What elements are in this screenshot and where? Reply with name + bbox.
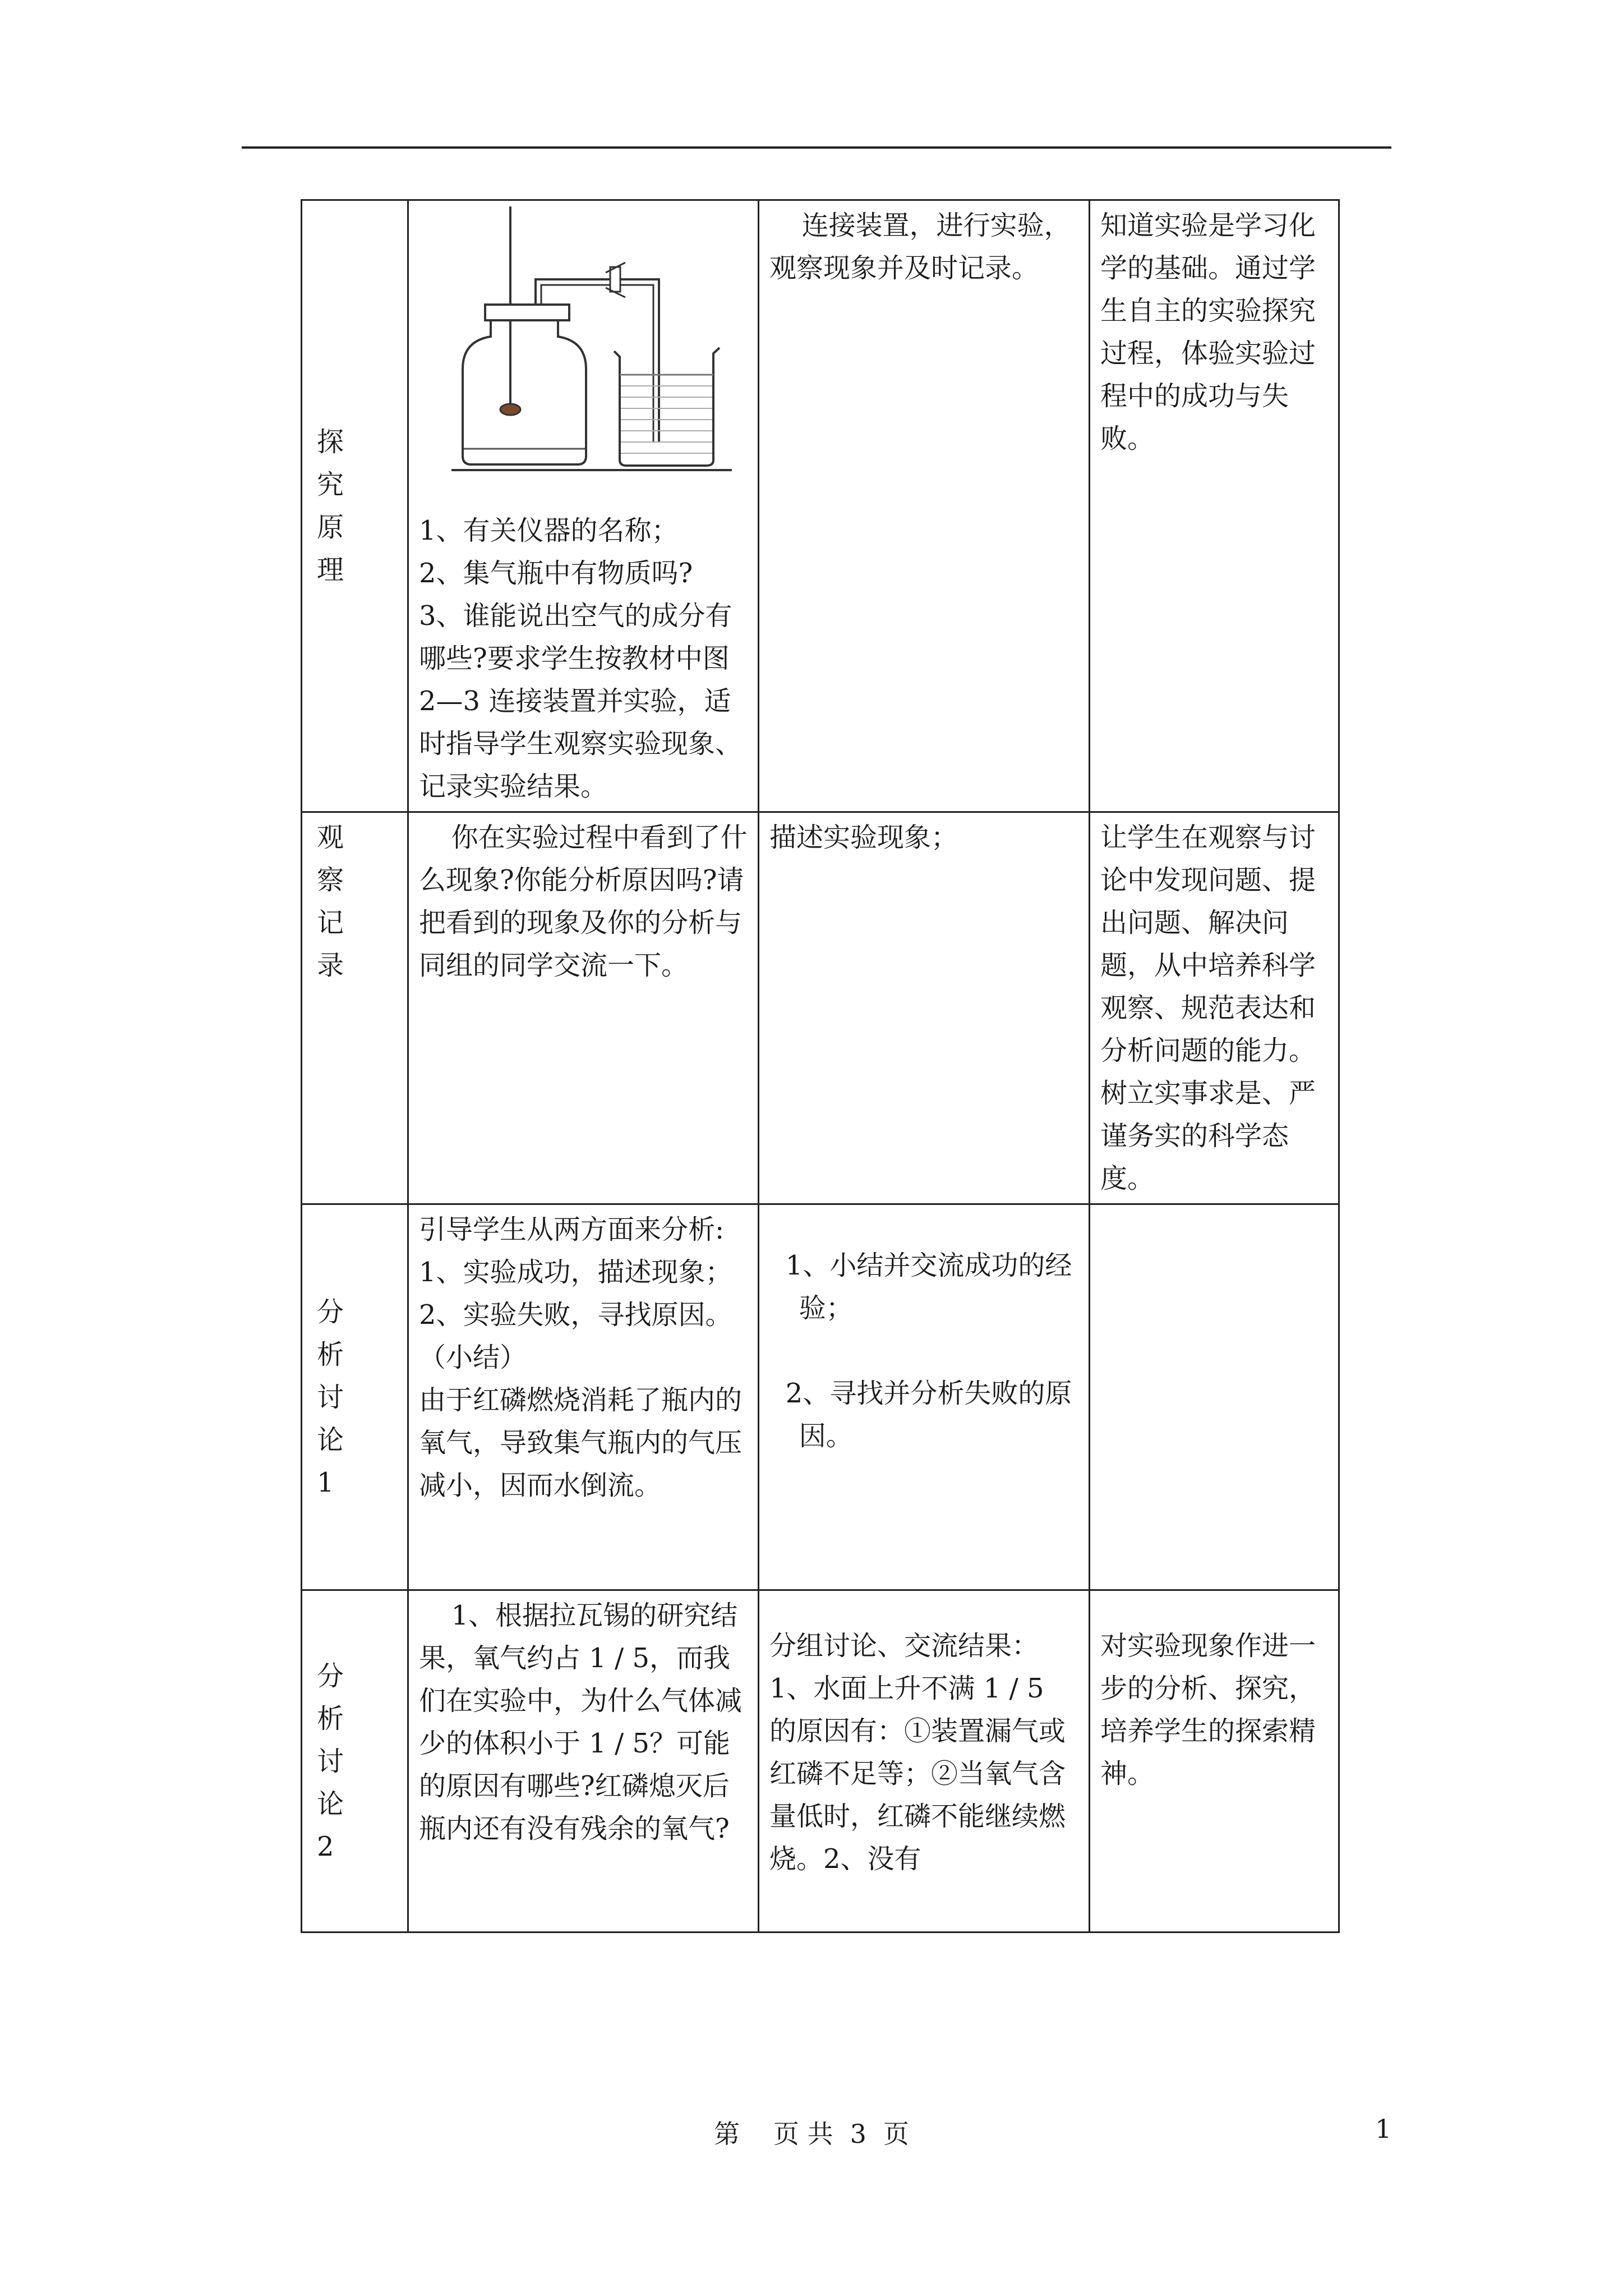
student-activity-cell	[759, 1590, 1090, 1932]
guide-line: （小结）	[419, 1342, 527, 1373]
stage-cell	[302, 200, 408, 812]
stage-char: 记	[317, 907, 344, 938]
table-row	[302, 1204, 1339, 1590]
stage-char: 理	[317, 554, 344, 586]
stage-char: 讨	[317, 1381, 344, 1413]
student-line: 1、小结并交流成功的经验；	[785, 1250, 1072, 1324]
design-intent-cell	[1090, 812, 1339, 1204]
gas-bottle-beaker-apparatus-icon	[451, 206, 732, 476]
stage-cell	[302, 812, 408, 1204]
guide-line: 1、有关仪器的名称；	[419, 515, 679, 546]
teacher-guide-cell	[408, 1590, 759, 1932]
stage-char: 2	[317, 1830, 334, 1862]
page-number: 1	[1375, 2114, 1392, 2144]
stage-char: 录	[317, 950, 344, 981]
teacher-guide-cell	[408, 200, 759, 812]
stage-char: 1	[317, 1466, 334, 1498]
stage-char: 论	[317, 1788, 344, 1820]
intent-line: 让学生在观察与讨论中发现问题、提出问题、解决问题，从中培养科学观察、规范表达和分析问题的能力。树立实事求是、严谨务实的科学态度。	[1100, 822, 1316, 1194]
guide-line: 3、谁能说出空气的成分有哪些?要求学生按教材中图 2—3 连接装置并实验，适时指导学生观察实验现象、记录实验结果。	[419, 600, 743, 802]
student-activity-cell	[759, 1204, 1090, 1590]
footer-label: 第	[714, 2119, 740, 2149]
table-row	[302, 1590, 1339, 1932]
stage-char: 察	[317, 864, 344, 896]
stage-cell	[302, 1590, 408, 1932]
stage-char: 析	[317, 1338, 344, 1370]
student-line: 1、水面上升不满 1 / 5 的原因有：①装置漏气或红磷不足等；②当氧气含量低时，红磷不能继续燃烧。2、没有	[769, 1673, 1066, 1875]
stage-char: 论	[317, 1424, 344, 1456]
stage-char: 原	[317, 512, 344, 543]
guide-line: 2、集气瓶中有物质吗?	[419, 558, 693, 589]
stage-char: 观	[317, 822, 344, 853]
student-line: 描述实验现象；	[769, 822, 958, 853]
stage-cell	[302, 1204, 408, 1590]
table-row	[302, 200, 1339, 812]
student-activity-cell	[759, 812, 1090, 1204]
guide-line: 引导学生从两方面来分析:	[419, 1214, 725, 1245]
guide-line: 2、实验失败，寻找原因。	[419, 1299, 732, 1331]
student-line: 分组讨论、交流结果：	[769, 1630, 1039, 1662]
stage-char: 讨	[317, 1745, 344, 1777]
stage-char: 分	[317, 1660, 344, 1692]
lesson-table	[301, 199, 1340, 1933]
guide-line: 你在实验过程中看到了什么现象?你能分析原因吗?请把看到的现象及你的分析与同组的同学交流一下。	[419, 822, 748, 981]
teacher-guide-cell	[408, 812, 759, 1204]
intent-line: 对实验现象作进一步的分析、探究，培养学生的探索精神。	[1100, 1630, 1316, 1789]
intent-line: 知道实验是学习化学的基础。通过学生自主的实验探究过程，体验实验过程中的成功与失败。	[1100, 210, 1316, 454]
design-intent-cell	[1090, 200, 1339, 812]
guide-line: 1、实验成功，描述现象；	[419, 1257, 732, 1288]
design-intent-cell	[1090, 1204, 1339, 1590]
student-line: 连接装置，进行实验，观察现象并及时记录。	[769, 210, 1071, 284]
footer-label: 页 共	[773, 2119, 833, 2149]
guide-line: 1、根据拉瓦锡的研究结果，氧气约占 1 / 5，而我们在实验中，为什么气体减少的体积小于 1 / 5？可能的原因有哪些?红磷熄灭后瓶内还有没有残余的氧气?	[419, 1600, 743, 1844]
teacher-guide-cell	[408, 1204, 759, 1590]
header-rule	[242, 146, 1391, 149]
footer-total-pages: 3	[850, 2119, 866, 2149]
stage-char: 究	[317, 469, 344, 500]
table-row	[302, 812, 1339, 1204]
guide-line: 由于红磷燃烧消耗了瓶内的氧气，导致集气瓶内的气压减小，因而水倒流。	[419, 1384, 743, 1501]
stage-char: 析	[317, 1703, 344, 1734]
stage-char: 探	[317, 426, 344, 458]
design-intent-cell	[1090, 1590, 1339, 1932]
stage-char: 分	[317, 1296, 344, 1328]
footer-label: 页	[883, 2119, 909, 2149]
student-line: 2、寻找并分析失败的原因。	[785, 1378, 1072, 1452]
student-activity-cell	[759, 200, 1090, 812]
